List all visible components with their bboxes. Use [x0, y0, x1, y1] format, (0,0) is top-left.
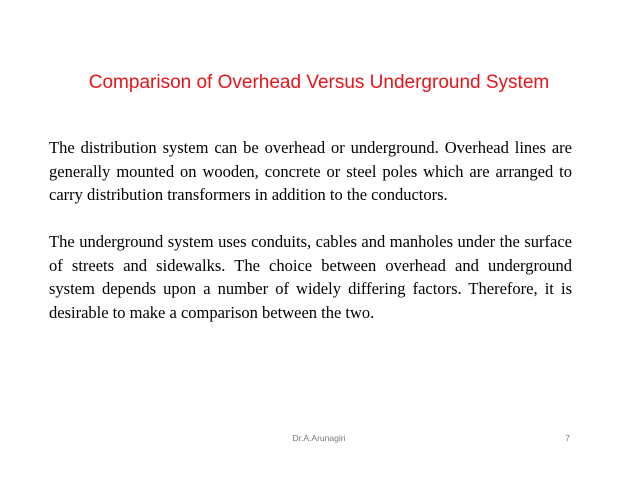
body-paragraph-1: The distribution system can be overhead or underground. Overhead lines are generally mounted on wooden, concrete or steel poles which are arranged to carry distribution transformers in addition to the conductors. — [49, 138, 572, 204]
body-paragraph-2: The underground system uses conduits, cables and manholes under the surface of streets and sidewalks. The choice between overhead and underground system depends upon a number of widely differing factors. Therefore, it is desirable to make a comparison between the two. — [49, 232, 572, 322]
slide-title: Comparison of Overhead Versus Underground System — [88, 72, 550, 93]
footer-author: Dr.A.Arunagiri — [292, 433, 346, 443]
slide-body — [49, 136, 572, 324]
footer-page-number: 7 — [565, 433, 570, 443]
